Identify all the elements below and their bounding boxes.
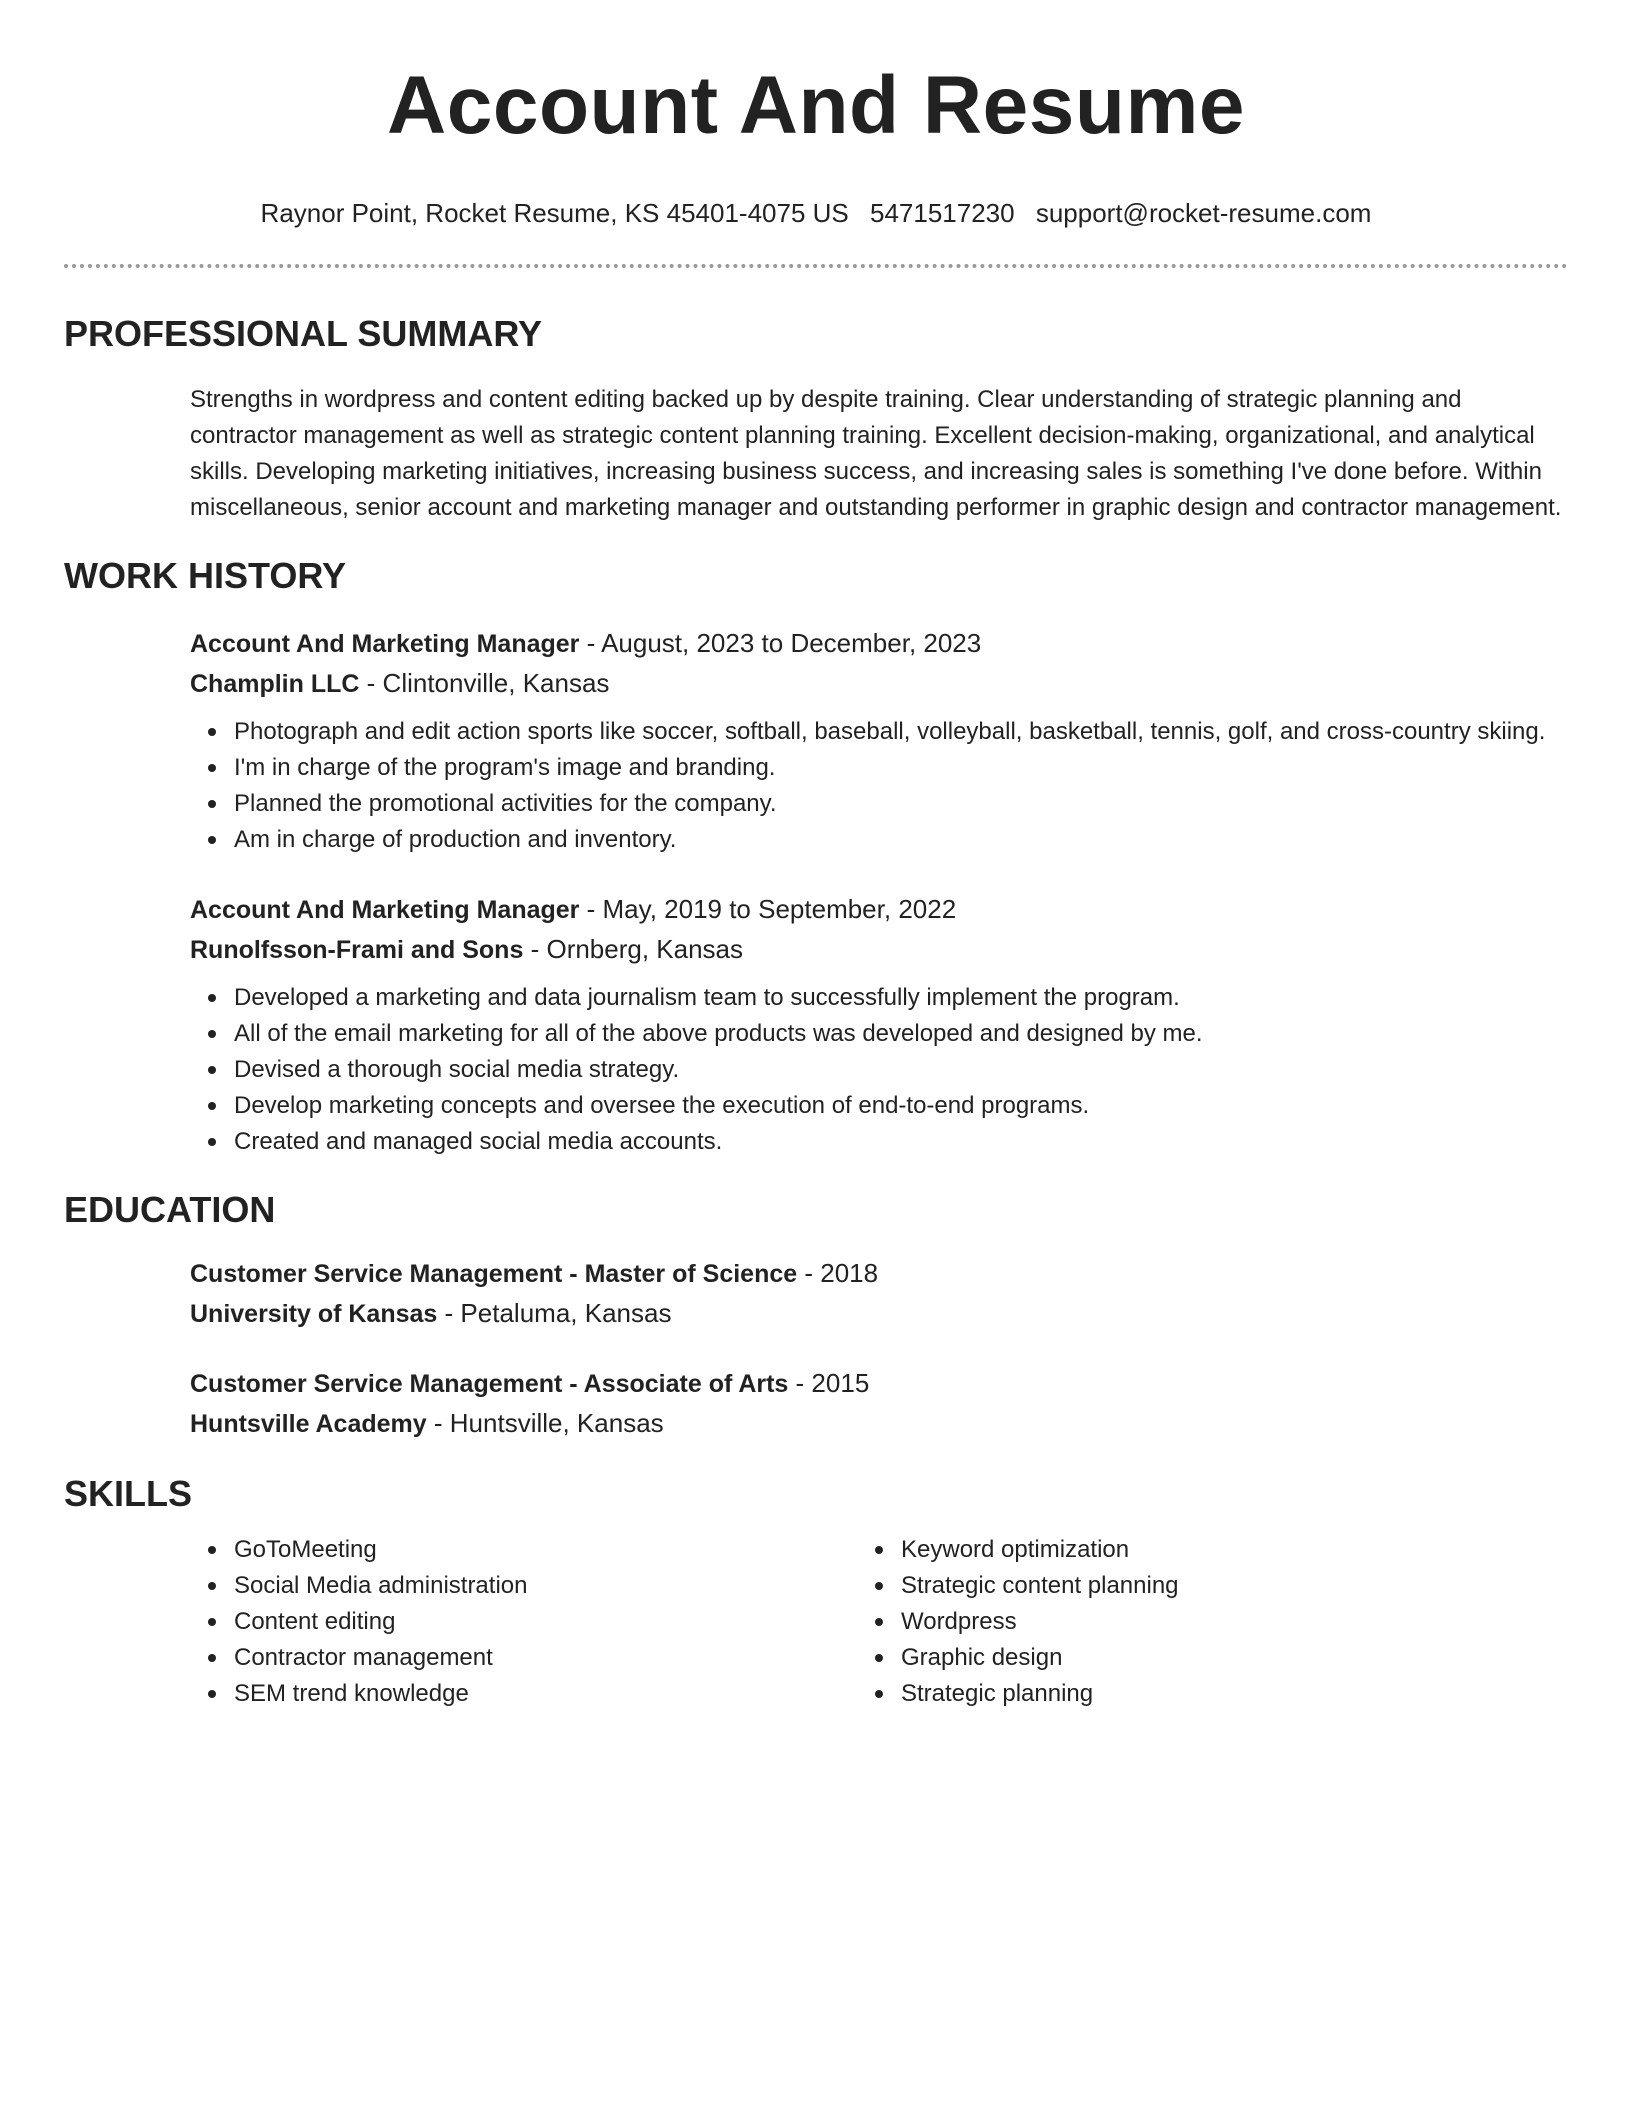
- header-divider: [64, 264, 1568, 268]
- job-entry: [190, 624, 1568, 858]
- contact-line: [64, 196, 1568, 230]
- education-location: - Petaluma, Kansas: [437, 1298, 672, 1328]
- job-title-line: [190, 890, 1568, 930]
- skills-heading: SKILLS: [64, 1473, 193, 1514]
- skill-item: Graphic design: [901, 1640, 1568, 1676]
- education-entry: [190, 1364, 1568, 1444]
- summary-text: Strengths in wordpress and content editing backed up by despite training. Clear understanding of strategic planning and contractor management as well as strategic content planning training. Excellent decision-making, organizational, and analytical skills. Developing marketing initiatives, increasing business success, and increasing sales is something I've done before. Within miscellaneous, senior account and marketing manager and outstanding performer in graphic design and contractor management.: [190, 386, 1562, 521]
- education-degree: Customer Service Management - Master of Science: [190, 1260, 798, 1288]
- job-bullet: Develop marketing concepts and oversee the execution of end-to-end programs.: [234, 1088, 1568, 1124]
- education-heading: EDUCATION: [64, 1189, 276, 1230]
- summary-heading: PROFESSIONAL SUMMARY: [64, 313, 543, 354]
- skill-item: Contractor management: [234, 1640, 901, 1676]
- job-title-line: [190, 624, 1568, 664]
- contact-email: support@rocket-resume.com: [1035, 198, 1372, 228]
- skill-item: GoToMeeting: [234, 1532, 901, 1568]
- skills-column-left: [234, 1532, 901, 1712]
- job-bullets: [234, 980, 1568, 1160]
- education-degree-line: [190, 1364, 1568, 1404]
- education-degree-line: [190, 1254, 1568, 1294]
- job-company: Champlin LLC: [190, 670, 360, 698]
- job-bullet: Photograph and edit action sports like soccer, softball, baseball, volleyball, basketball, tennis, golf, and cross-country skiing.: [234, 714, 1568, 750]
- job-role: Account And Marketing Manager: [190, 896, 580, 924]
- job-location: - Clintonville, Kansas: [359, 668, 610, 698]
- job-company: Runolfsson-Frami and Sons: [190, 936, 524, 964]
- education-year: - 2018: [797, 1258, 879, 1288]
- education-entry: [190, 1254, 1568, 1334]
- education-school-line: [190, 1404, 1568, 1444]
- education-school-line: [190, 1294, 1568, 1334]
- skill-item: Strategic content planning: [901, 1568, 1568, 1604]
- job-company-line: [190, 930, 1568, 970]
- contact-phone: 5471517230: [869, 198, 1015, 228]
- job-bullet: Created and managed social media accounts.: [234, 1124, 1568, 1160]
- job-bullet: Devised a thorough social media strategy.: [234, 1052, 1568, 1088]
- job-company-line: [190, 664, 1568, 704]
- resume-name: Account And Resume: [387, 60, 1245, 151]
- job-bullet: I'm in charge of the program's image and branding.: [234, 750, 1568, 786]
- skill-item: SEM trend knowledge: [234, 1676, 901, 1712]
- education-location: - Huntsville, Kansas: [426, 1408, 664, 1438]
- job-dates: - August, 2023 to December, 2023: [579, 628, 982, 658]
- job-entry: [190, 890, 1568, 1160]
- skills-grid: [234, 1532, 1568, 1712]
- job-location: - Ornberg, Kansas: [523, 934, 744, 964]
- job-dates: - May, 2019 to September, 2022: [579, 894, 957, 924]
- job-bullet: Developed a marketing and data journalism team to successfully implement the program.: [234, 980, 1568, 1016]
- contact-address: Raynor Point, Rocket Resume, KS 45401-4075 US: [260, 198, 849, 228]
- education-school: Huntsville Academy: [190, 1410, 427, 1438]
- job-role: Account And Marketing Manager: [190, 630, 580, 658]
- work-history-heading: WORK HISTORY: [64, 555, 347, 596]
- education-degree: Customer Service Management - Associate of Arts: [190, 1370, 789, 1398]
- education-school: University of Kansas: [190, 1300, 438, 1328]
- job-bullets: [234, 714, 1568, 858]
- skill-item: Strategic planning: [901, 1676, 1568, 1712]
- job-bullet: Am in charge of production and inventory.: [234, 822, 1568, 858]
- skill-item: Social Media administration: [234, 1568, 901, 1604]
- job-bullet: All of the email marketing for all of the above products was developed and designed by me.: [234, 1016, 1568, 1052]
- skill-item: Keyword optimization: [901, 1532, 1568, 1568]
- education-year: - 2015: [788, 1368, 870, 1398]
- job-bullet: Planned the promotional activities for the company.: [234, 786, 1568, 822]
- skill-item: Content editing: [234, 1604, 901, 1640]
- skills-column-right: [901, 1532, 1568, 1712]
- skill-item: Wordpress: [901, 1604, 1568, 1640]
